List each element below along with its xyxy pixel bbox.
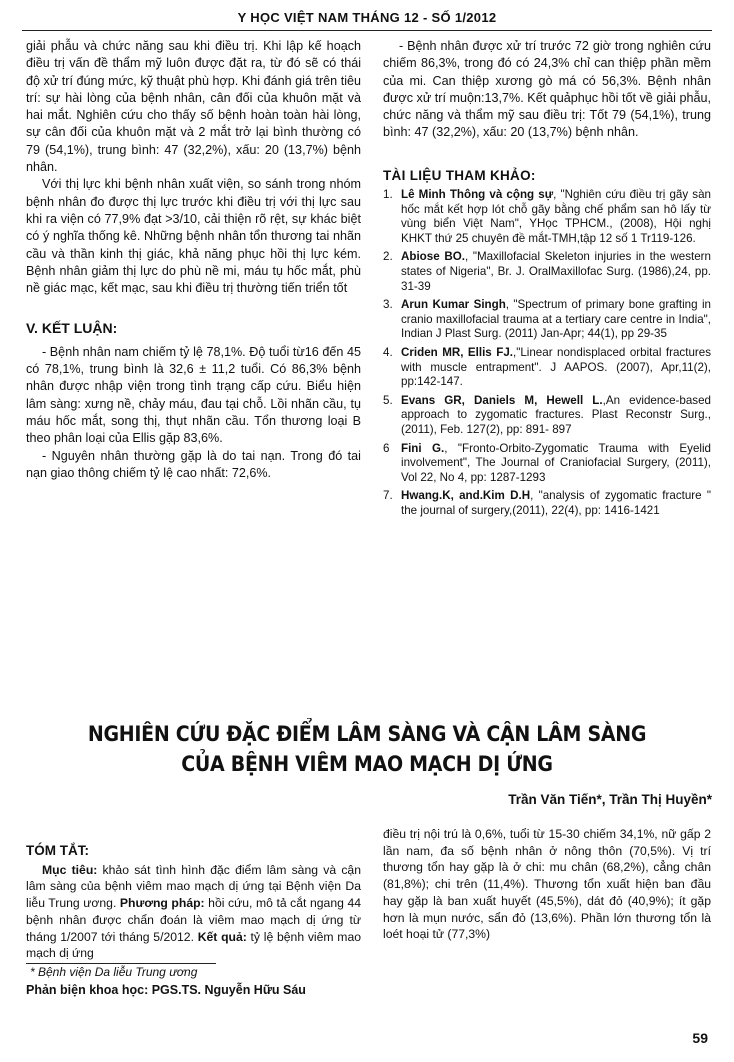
paragraph: Với thị lực khi bệnh nhân xuất viện, so sánh trong nhóm bệnh nhân đo được thị lực trước khi điều trị với thị lực sau khi ra viện có 77,9% đạt >3/10, cải thiện rõ rệt, sự khác biệt có ý nghĩa thống kê. Những bệnh nhân tổn thương tai nhãn cầu và thần kinh thị giác, khả năng phục hồi thị lực kém. Bệnh nhân giảm thị lực do phù nề mi, máu tụ hốc mắt, phù nề giác mạc, kết mạc, sau khi điều trị thường tiến triển tốt [26, 177, 361, 296]
reference-number: 1. [383, 188, 393, 202]
reference-item [383, 188, 711, 246]
reference-item [383, 489, 711, 518]
reference-author: Evans GR, Daniels M, Hewell L. [401, 393, 603, 407]
reference-number: 3. [383, 298, 393, 312]
reference-author: Lê Minh Thông và cộng sự [401, 188, 554, 202]
reference-body [401, 489, 711, 518]
abstract-right: điều trị nội trú là 0,6%, tuổi từ 15-30 chiếm 34,1%, nữ gấp 2 lần nam, đa số bệnh nhân ở nông thôn (70,5%). Vị trí thương tổn hay gặp là ở chi: mu chân (68,2%), cẳng chân (81,8%); chi trên (11,4%). Thương tổn xuất hiện ban đầu hay gặp là ban xuất huyết (45,5%), dát đỏ (40,9%); ít gặp hơn là mụn nước, sẩn đỏ (13,6%). Phần lớn thương tổn là loét hoại tử (77,3%) [383, 827, 711, 942]
text-results: tỷ lệ bệnh viêm mao mạch dị ứng [26, 929, 362, 961]
reference-text: ,"Linear nondisplaced orbital fractures with muscle entrapment". J AAPOS. (2007), Apr,11(2), pp:142-147. [401, 346, 711, 389]
reference-text: , "Fronto-Orbito-Zygomatic Trauma with Eyelid involvement", The Journal of Craniofacial Surgery, (2011), Vol 22, No 4, pp: 1287-1293 [401, 441, 711, 484]
footnote-affiliation: * Bệnh viện Da liễu Trung ương [30, 965, 198, 979]
references-title: TÀI LIỆU THAM KHẢO: [383, 167, 536, 183]
paragraph: giải phẫu và chức năng sau khi điều trị. Khi lập kế hoạch điều trị vấn đề thẩm mỹ luôn được đặt ra, từ đó sẽ có thái độ xử trí đúng mức, kỹ thuật phù hợp. Khi đánh giá trên tiêu trí: sự hài lòng của bệnh nhân, cân đối của khuôn mặt và hai mắt. Nghiên cứu cho thấy số bệnh hoàn toàn hài lòng, sự cân đối của khuôn mặt và 2 mắt trở lại bình thường có 79 (54,1%), trung bình: 47 (32,2%), xấu: 20 (13,7%) bệnh nhân. [26, 39, 361, 175]
page-number: 59 [692, 1030, 708, 1046]
reference-item [383, 442, 711, 486]
reference-item [383, 346, 711, 390]
abstract-heading: TÓM TẮT: [26, 843, 89, 858]
reference-item [383, 250, 711, 294]
reference-author: Criden MR, Ellis FJ. [401, 346, 513, 360]
running-header: Y HỌC VIỆT NAM THÁNG 12 - SỐ 1/2012 [22, 8, 712, 31]
text-objective: khảo sát tình hình đặc điểm lâm sàng và cận lâm sàng của bệnh viêm mao mạch dị ứng tại Bệnh viện Da liễu Trung ương. [26, 862, 361, 911]
reference-author: Arun Kumar Singh [401, 298, 506, 312]
reference-number: 6 [383, 441, 390, 455]
paragraph: - Bệnh nhân nam chiếm tỷ lệ 78,1%. Độ tuổi từ16 đến 45 có 78,1%, trung bình là 32,6 ± 11,2 tuổi. Có 86,3% bệnh nhân được nhập viện trong tình trạng cấp cứu. Biểu hiện lâm sàng: xưng nề, chảy máu, đau tại chỗ. Lồi nhãn cầu, tụ máu hốc mắt, song thị, thụt nhãn cầu. Tổn thương loại B theo phân loại của Ellis gặp 83,6%. [26, 344, 361, 446]
reference-text: , "Maxillofacial Skeleton injuries in the western states of Nigeria", Br. J. OralMaxillofac Surg. (1986),24, pp. 31-39 [401, 250, 711, 293]
reference-text: , "Nghiên cứu điều trị gãy sàn hốc mắt kết hợp lót chỗ gãy bằng chế phẩm san hô lấy từ vùng biển Việt Nam", YHọc TPHCM., (2008), Hội nghị KHKT thứ 25 chuyên đề mắt-TMH,tập 12 số 1 Tr119-126. [401, 188, 711, 245]
label-method: Phương pháp: [119, 896, 205, 911]
abstract-left [26, 843, 361, 962]
reference-body [401, 394, 711, 438]
article-title-line: CỦA BỆNH VIÊM MAO MẠCH DỊ ỨNG [181, 752, 553, 777]
text-method: hồi cứu, mô tả cắt ngang 44 bệnh nhân được chẩn đoán là viêm mao mạch dị ứng từ tháng 1/2007 tới tháng 5/2012. [26, 896, 362, 944]
references-list [383, 188, 711, 518]
reference-body [401, 250, 711, 294]
reference-text: , "Spectrum of primary bone grafting in cranio maxillofacial trauma at a tertiary care centre in India", Indian J Plast Surg. (2011) Jan-Apr; 44(1), pp 29-35 [401, 298, 711, 341]
reference-author: Hwang.K, and.Kim D.H [401, 489, 531, 503]
label-results: Kết quả: [197, 929, 247, 944]
reference-body [401, 346, 711, 390]
reference-number: 4. [383, 346, 393, 360]
left-column [26, 38, 361, 482]
reference-item [383, 394, 711, 438]
authors: Trần Văn Tiến*, Trần Thị Huyền* [508, 792, 712, 807]
article-title [40, 720, 694, 779]
reference-body [401, 442, 711, 486]
reference-item [383, 298, 711, 342]
footnote-reviewer: Phản biện khoa học: PGS.TS. Nguyễn Hữu Sáu [26, 983, 306, 997]
reference-text: ,An evidence-based approach to zygomatic fractures. Plast Reconstr Surg., (2011), Feb. 127(2), pp: 891- 897 [401, 393, 712, 436]
reference-author: Abiose BO. [401, 250, 465, 264]
abstract-text [26, 862, 361, 962]
reference-number: 5. [383, 393, 393, 407]
paragraph: - Bệnh nhân được xử trí trước 72 giờ trong nghiên cứu chiếm 86,3%, trong đó có 24,3% chỉ can thiệp phần mềm của mi. Can thiệp xương gò má có 56,3%. Bệnh nhân được xử trí muộn:13,7%. Kết quảphục hồi tốt về giải phẫu, chức năng và thẩm mỹ sau điều trị: Tốt 79 (54,1%), trung bình: 47 (32,2%), xấu: 20 (13,7%) bệnh nhân. [383, 39, 711, 140]
reference-number: 2. [383, 250, 393, 264]
article-title-line: NGHIÊN CỨU ĐẶC ĐIỂM LÂM SÀNG VÀ CẬN LÂM SÀNG [87, 722, 647, 747]
reference-body [401, 298, 711, 342]
reference-number: 7. [383, 489, 393, 503]
label-objective: Mục tiêu: [42, 862, 98, 877]
section-title-conclusion: V. KẾT LUẬN: [26, 320, 118, 337]
paragraph: - Nguyên nhân thường gặp là do tai nạn. Trong đó tai nạn giao thông chiếm tỷ lệ cao nhất: 72,6%. [26, 448, 361, 480]
right-column [383, 38, 711, 523]
reference-body [401, 188, 711, 246]
reference-text: , "analysis of zygomatic fracture " the journal of surgery,(2011), 22(4), pp: 1416-1421 [401, 489, 712, 517]
reference-author: Fini G. [401, 441, 445, 455]
footnote-divider [26, 963, 216, 964]
